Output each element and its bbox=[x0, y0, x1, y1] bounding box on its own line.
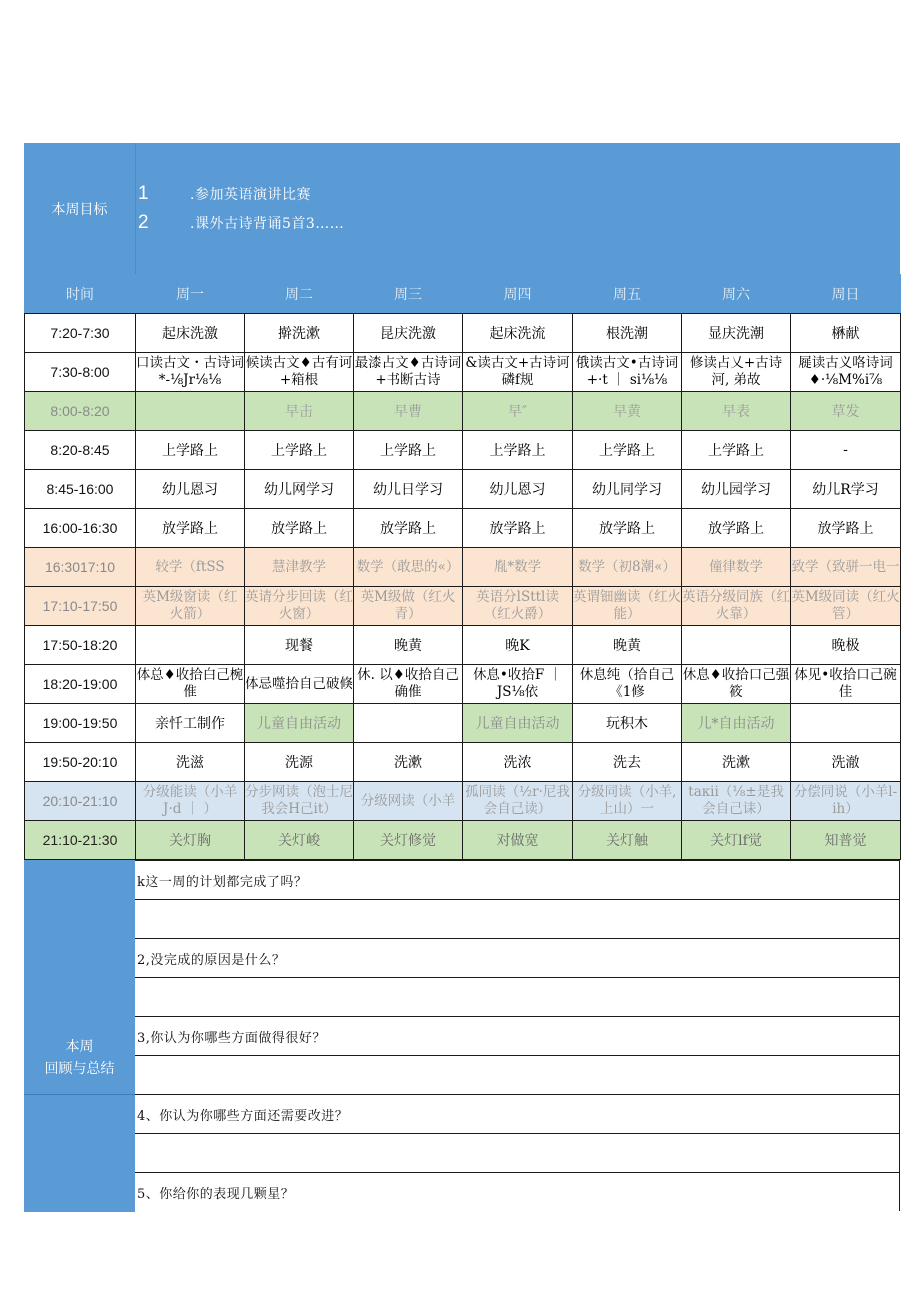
review-answer-field[interactable] bbox=[135, 1056, 900, 1095]
activity-cell: 洗源 bbox=[245, 743, 354, 782]
schedule-row bbox=[25, 821, 901, 860]
activity-cell: 英谓钿幽读（红火能） bbox=[573, 587, 682, 626]
header-thursday: 周四 bbox=[463, 275, 573, 314]
activity-cell: 洗浓 bbox=[463, 743, 573, 782]
review-label-line1: 本周 bbox=[65, 1039, 94, 1055]
activity-cell: 俄读古文•古诗词+·t ｜ si⅛⅛ bbox=[573, 353, 682, 392]
activity-cell: 儿童自由活动 bbox=[245, 704, 354, 743]
activity-cell: 洗漱 bbox=[354, 743, 463, 782]
time-cell: 17:10-17:50 bbox=[25, 587, 136, 626]
activity-cell: 口读古文・古诗词*-⅛Jr⅛⅛ bbox=[136, 353, 245, 392]
activity-cell: 上学路上 bbox=[245, 431, 354, 470]
activity-cell: 幼儿园学习 bbox=[682, 470, 791, 509]
activity-cell: 上学路上 bbox=[573, 431, 682, 470]
time-cell: 21:10-21:30 bbox=[25, 821, 136, 860]
activity-cell: 晚极 bbox=[791, 626, 901, 665]
review-answer-field[interactable] bbox=[135, 978, 900, 1017]
activity-cell: 分级同读（小羊, 上山）一 bbox=[573, 782, 682, 821]
activity-cell: 晚K bbox=[463, 626, 573, 665]
activity-cell bbox=[136, 626, 245, 665]
review-label-line2: 回顾与总结 bbox=[44, 1061, 115, 1077]
activity-cell: 体总♦收拾白己椀倠 bbox=[136, 665, 245, 704]
header-wednesday: 周三 bbox=[354, 275, 463, 314]
activity-cell bbox=[354, 704, 463, 743]
activity-cell: 知普觉 bbox=[791, 821, 901, 860]
activity-cell: 早击 bbox=[245, 392, 354, 431]
activity-cell: 早″ bbox=[463, 392, 573, 431]
schedule-row bbox=[25, 782, 901, 821]
activity-cell: 致学（致骈一电一 bbox=[791, 548, 901, 587]
activity-cell: 上学路上 bbox=[354, 431, 463, 470]
review-question: 2,没完成的原因是什么？ bbox=[135, 939, 900, 978]
schedule-row bbox=[25, 392, 901, 431]
activity-cell: &读古文+古诗诃磷f规 bbox=[463, 353, 573, 392]
activity-cell: 洗去 bbox=[573, 743, 682, 782]
activity-cell: 较学（ftSS bbox=[136, 548, 245, 587]
activity-cell: 分偿同说（小羊l-ih） bbox=[791, 782, 901, 821]
weekly-review-label bbox=[24, 860, 135, 1212]
time-cell: 8:45-16:00 bbox=[25, 470, 136, 509]
goal-item bbox=[138, 183, 311, 205]
schedule-table bbox=[24, 274, 901, 860]
time-cell: 20:10-21:10 bbox=[25, 782, 136, 821]
schedule-row bbox=[25, 470, 901, 509]
activity-cell: 起床洗激 bbox=[136, 314, 245, 353]
header-friday: 周五 bbox=[573, 275, 682, 314]
review-question: k这一周的计划都完成了吗？ bbox=[135, 860, 900, 900]
activity-cell: 胤*数学 bbox=[463, 548, 573, 587]
goal-item-number: 1 bbox=[138, 183, 149, 204]
activity-cell bbox=[682, 626, 791, 665]
activity-cell: 孤同读（½r·尼我会自己读） bbox=[463, 782, 573, 821]
weekly-goal-section bbox=[24, 143, 900, 274]
schedule-row bbox=[25, 665, 901, 704]
activity-cell: 数学（敢思的«） bbox=[354, 548, 463, 587]
activity-cell: 休息•收拾F ｜ JS⅛依 bbox=[463, 665, 573, 704]
activity-cell: 英M级同读（红火管） bbox=[791, 587, 901, 626]
review-answer-field[interactable] bbox=[135, 1134, 900, 1173]
time-cell: 7:30-8:00 bbox=[25, 353, 136, 392]
header-saturday: 周六 bbox=[682, 275, 791, 314]
activity-cell: 最漆占文♦古诗词+书断古诗 bbox=[354, 353, 463, 392]
activity-cell: 分级能读（小羊J·d ｜ ） bbox=[136, 782, 245, 821]
activity-cell: 数学（初8潮«） bbox=[573, 548, 682, 587]
time-cell: 17:50-18:20 bbox=[25, 626, 136, 665]
activity-cell: 现餐 bbox=[245, 626, 354, 665]
time-cell: 8:20-8:45 bbox=[25, 431, 136, 470]
activity-cell: 关灯lf觉 bbox=[682, 821, 791, 860]
activity-cell: 昆庆洗激 bbox=[354, 314, 463, 353]
weekly-goal-label: 本周目标 bbox=[51, 201, 108, 218]
activity-cell: 英M级窗读（红火箭） bbox=[136, 587, 245, 626]
activity-cell: 休. 以♦收拾自己确倠 bbox=[354, 665, 463, 704]
review-questions bbox=[135, 860, 900, 1211]
weekly-review-label-text bbox=[24, 1036, 135, 1080]
activity-cell: 分级网读（小羊 bbox=[354, 782, 463, 821]
activity-cell: 体见•收拾口己碗佳 bbox=[791, 665, 901, 704]
activity-cell: 晚黄 bbox=[573, 626, 682, 665]
schedule-row bbox=[25, 743, 901, 782]
activity-cell: 慧津教学 bbox=[245, 548, 354, 587]
activity-cell: 楙献 bbox=[791, 314, 901, 353]
goal-item bbox=[138, 212, 344, 234]
time-cell: 19:00-19:50 bbox=[25, 704, 136, 743]
activity-cell: 英语分lSttl读（红火爵） bbox=[463, 587, 573, 626]
schedule-row bbox=[25, 509, 901, 548]
activity-cell: 上学路上 bbox=[136, 431, 245, 470]
activity-cell: 早表 bbox=[682, 392, 791, 431]
activity-cell: 幼儿网学习 bbox=[245, 470, 354, 509]
activity-cell: 休息♦收拾口己强筱 bbox=[682, 665, 791, 704]
activity-cell: 英请分步回读（红火窗） bbox=[245, 587, 354, 626]
activity-cell: 屣读古义咯诗词♦·⅛M%i⅞ bbox=[791, 353, 901, 392]
activity-cell: 幼儿R学习 bbox=[791, 470, 901, 509]
activity-cell: 关灯峻 bbox=[245, 821, 354, 860]
schedule-row bbox=[25, 431, 901, 470]
activity-cell: 洗漱 bbox=[682, 743, 791, 782]
activity-cell: 僮律数学 bbox=[682, 548, 791, 587]
time-cell: 8:00-8:20 bbox=[25, 392, 136, 431]
header-monday: 周一 bbox=[136, 275, 245, 314]
activity-cell bbox=[791, 704, 901, 743]
activity-cell: 放学路上 bbox=[682, 509, 791, 548]
time-cell: 18:20-19:00 bbox=[25, 665, 136, 704]
schedule-row bbox=[25, 626, 901, 665]
schedule-row bbox=[25, 548, 901, 587]
activity-cell: 起床洗流 bbox=[463, 314, 573, 353]
activity-cell: 擀洗漱 bbox=[245, 314, 354, 353]
activity-cell: 幼儿恩习 bbox=[136, 470, 245, 509]
activity-cell: 显庆洗潮 bbox=[682, 314, 791, 353]
activity-cell: - bbox=[791, 431, 901, 470]
activity-cell: 体忌噬拾自己破倏 bbox=[245, 665, 354, 704]
header-sunday: 周日 bbox=[791, 275, 901, 314]
activity-cell: 洗澈 bbox=[791, 743, 901, 782]
goal-item-text: .课外古诗背诵5首3…… bbox=[190, 216, 345, 232]
goal-divider bbox=[135, 143, 136, 274]
activity-cell: 早黄 bbox=[573, 392, 682, 431]
activity-cell: 早曹 bbox=[354, 392, 463, 431]
time-cell: 16:00-16:30 bbox=[25, 509, 136, 548]
activity-cell: 上学路上 bbox=[463, 431, 573, 470]
header-tuesday: 周二 bbox=[245, 275, 354, 314]
activity-cell: 根洗潮 bbox=[573, 314, 682, 353]
activity-cell: 晚黄 bbox=[354, 626, 463, 665]
activity-cell: 幼儿日学习 bbox=[354, 470, 463, 509]
activity-cell: 英语分级同族（红火靠） bbox=[682, 587, 791, 626]
goal-item-text: .参加英语演讲比赛 bbox=[190, 187, 311, 203]
schedule-row bbox=[25, 353, 901, 392]
time-cell: 7:20-7:30 bbox=[25, 314, 136, 353]
goal-item-number: 2 bbox=[138, 212, 149, 233]
activity-cell: 玩积木 bbox=[573, 704, 682, 743]
activity-cell: 关灯触 bbox=[573, 821, 682, 860]
activity-cell: 放学路上 bbox=[136, 509, 245, 548]
activity-cell: 放学路上 bbox=[463, 509, 573, 548]
activity-cell: 儿童自由活动 bbox=[463, 704, 573, 743]
activity-cell: 放学路上 bbox=[791, 509, 901, 548]
weekly-review-section bbox=[24, 860, 900, 1212]
schedule-row bbox=[25, 704, 901, 743]
time-cell: 16:3017:10 bbox=[25, 548, 136, 587]
review-question: 5、你给你的表现几颗星？ bbox=[135, 1173, 900, 1211]
schedule-row bbox=[25, 314, 901, 353]
activity-cell: 亲忏工制作 bbox=[136, 704, 245, 743]
activity-cell: 关灯修觉 bbox=[354, 821, 463, 860]
header-time: 时间 bbox=[25, 275, 136, 314]
review-question: 3,你认为你哪些方面做得很好？ bbox=[135, 1017, 900, 1056]
activity-cell: 关灯胸 bbox=[136, 821, 245, 860]
schedule-header-row bbox=[25, 275, 901, 314]
review-answer-field[interactable] bbox=[135, 900, 900, 939]
review-label-divider bbox=[24, 1094, 135, 1095]
activity-cell: 上学路上 bbox=[682, 431, 791, 470]
schedule-row bbox=[25, 587, 901, 626]
activity-cell: 修读占乂+古诗河, 弟故 bbox=[682, 353, 791, 392]
activity-cell: taкii（⅛±是我会自己诔） bbox=[682, 782, 791, 821]
review-question: 4、你认为你哪些方面还需要改进？ bbox=[135, 1095, 900, 1134]
activity-cell bbox=[136, 392, 245, 431]
activity-cell: 幼儿恩习 bbox=[463, 470, 573, 509]
activity-cell: 放学路上 bbox=[573, 509, 682, 548]
activity-cell: 英M级做（红火青） bbox=[354, 587, 463, 626]
time-cell: 19:50-20:10 bbox=[25, 743, 136, 782]
activity-cell: 草发 bbox=[791, 392, 901, 431]
activity-cell: 放学路上 bbox=[245, 509, 354, 548]
activity-cell: 分步网读（泡士尼我会H己it） bbox=[245, 782, 354, 821]
activity-cell: 幼儿同学习 bbox=[573, 470, 682, 509]
activity-cell: 候读古文♦古有诃+箱根 bbox=[245, 353, 354, 392]
activity-cell: 洗滋 bbox=[136, 743, 245, 782]
activity-cell: 休息纯（拾自己《1修 bbox=[573, 665, 682, 704]
activity-cell: 放学路上 bbox=[354, 509, 463, 548]
activity-cell: 儿*自由活动 bbox=[682, 704, 791, 743]
activity-cell: 对做宽 bbox=[463, 821, 573, 860]
